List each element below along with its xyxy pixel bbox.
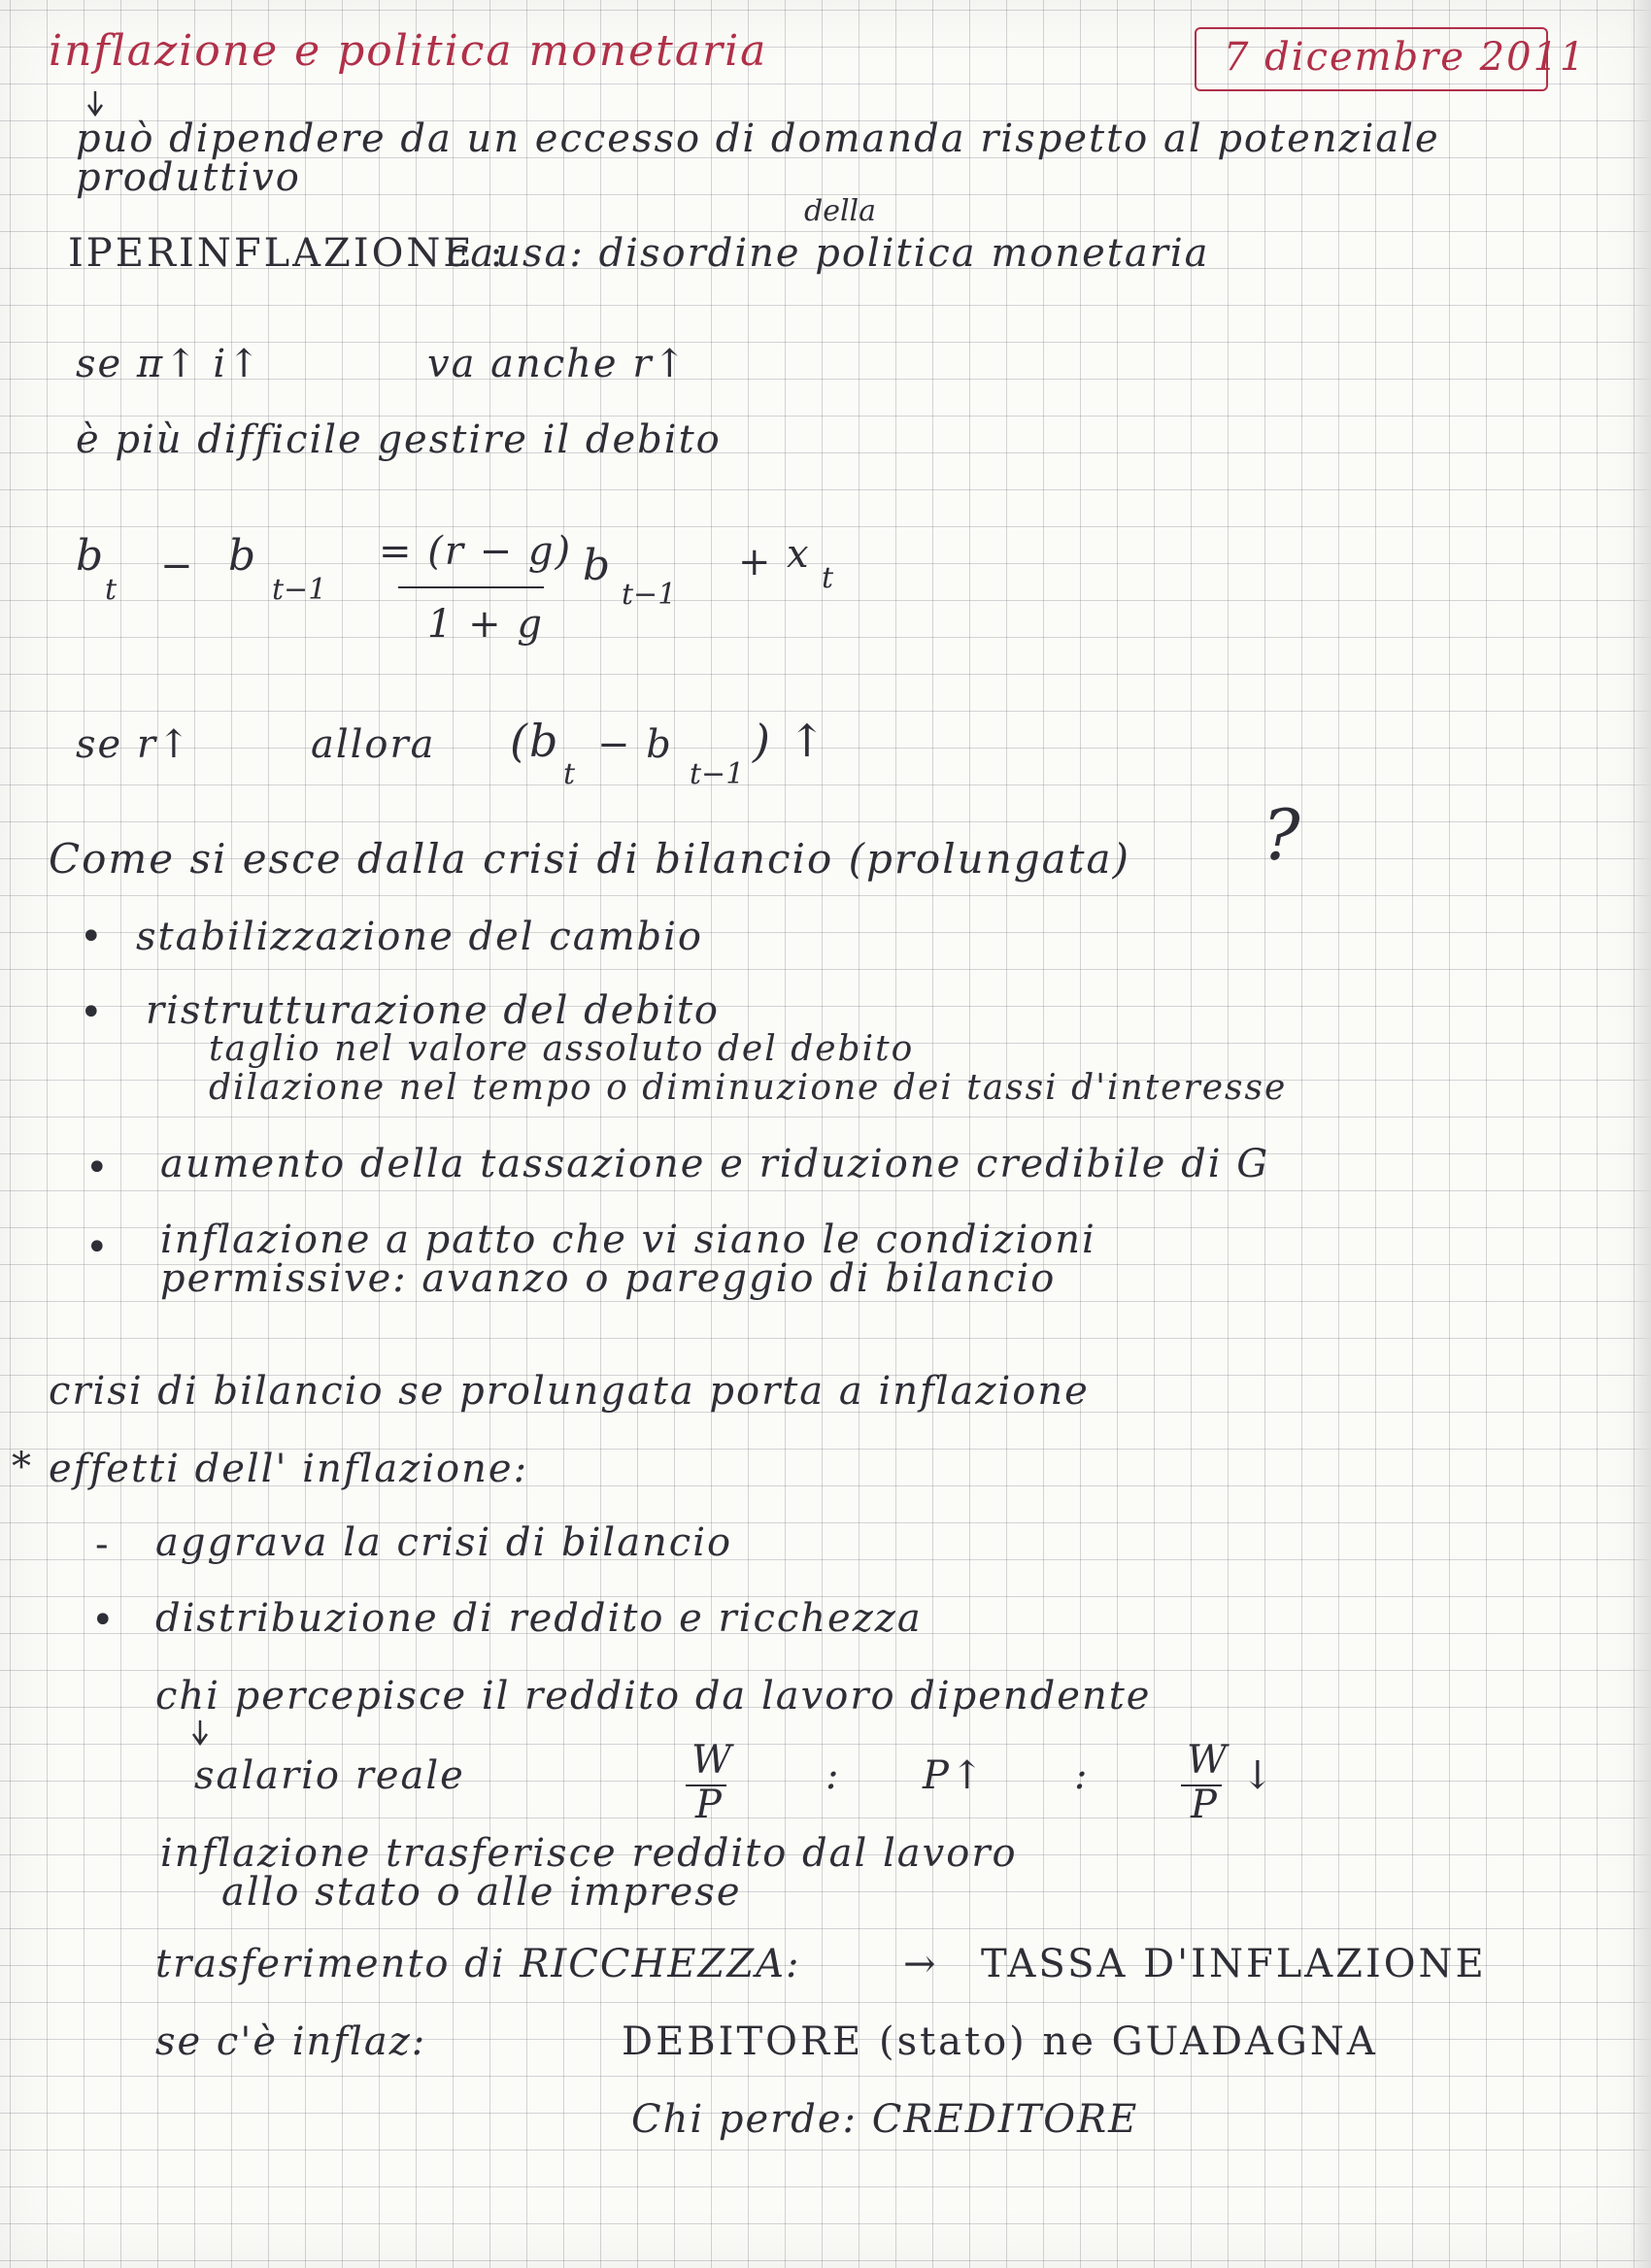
- note-line: è più difficile gestire il debito: [76, 417, 722, 462]
- formula-sub: t−1: [690, 757, 745, 791]
- list-item: ristrutturazione del debito: [146, 988, 720, 1033]
- page-date: 7 dicembre 2011: [1224, 35, 1587, 80]
- formula-sub: t: [105, 573, 118, 607]
- section-question: Come si esce dalla crisi di bilancio (prolungata): [49, 835, 1130, 883]
- list-item: permissive: avanzo o pareggio di bilancio: [160, 1256, 1057, 1301]
- formula-plus: +: [738, 540, 773, 584]
- formula-paren: (b: [510, 715, 560, 767]
- bullet-dot: •: [85, 1146, 109, 1190]
- note-line: TASSA D'INFLAZIONE: [981, 1942, 1487, 1986]
- formula-b: b: [76, 531, 106, 581]
- formula-numerator: = (r − g): [379, 529, 573, 574]
- formula-mid: − b: [597, 722, 673, 767]
- list-item: aumento della tassazione e riduzione credibile di G: [160, 1142, 1270, 1186]
- note-line: se π↑ i↑: [76, 342, 262, 386]
- down-arrow: ↓: [1241, 1753, 1276, 1798]
- question-mark: ?: [1263, 794, 1302, 876]
- formula-minus: −: [160, 544, 195, 588]
- list-subitem: dilazione nel tempo o diminuzione dei tassi d'interesse: [209, 1068, 1288, 1108]
- section-effects: effetti dell' inflazione:: [49, 1447, 529, 1491]
- note-line: chi percepisce il reddito da lavoro dipendente: [155, 1674, 1152, 1718]
- price-up: P↑: [923, 1753, 986, 1798]
- list-item: distribuzione di reddito e ricchezza: [155, 1596, 923, 1641]
- note-line: produttivo: [76, 155, 301, 200]
- down-arrow-icon: [190, 1718, 210, 1748]
- formula-b: b: [228, 531, 258, 581]
- bullet-dot: •: [85, 1225, 109, 1270]
- note-line: allora: [311, 722, 436, 767]
- asterisk-mark: *: [12, 1445, 33, 1489]
- note-line: trasferimento di RICCHEZZA:: [155, 1942, 801, 1986]
- fraction-denominator: P: [695, 1783, 724, 1827]
- note-line: causa: disordine politica monetaria: [447, 231, 1210, 276]
- formula-b: b: [583, 541, 613, 590]
- fraction-numerator: W: [1187, 1738, 1230, 1783]
- right-arrow: →: [903, 1942, 938, 1986]
- fraction-denominator: P: [1191, 1783, 1219, 1827]
- colon: :: [826, 1753, 841, 1798]
- note-line: va anche r↑: [427, 342, 688, 386]
- page-title: inflazione e politica monetaria: [49, 26, 768, 76]
- fraction-bar: [398, 586, 544, 588]
- formula-sub: t: [822, 561, 834, 595]
- note-line: se r↑: [76, 722, 192, 767]
- colon: :: [1074, 1753, 1090, 1798]
- note-line: può dipendere da un eccesso di domanda rispetto al potenziale: [76, 117, 1440, 161]
- note-line: crisi di bilancio se prolungata porta a inflazione: [49, 1369, 1090, 1414]
- list-item: stabilizzazione del cambio: [136, 915, 703, 959]
- list-item: aggrava la crisi di bilancio: [155, 1520, 733, 1565]
- note-line: DEBITORE (stato) ne GUADAGNA: [622, 2019, 1378, 2064]
- bullet-dot: •: [80, 915, 103, 959]
- note-line: Chi perde: CREDITORE: [631, 2097, 1139, 2142]
- formula-sub: t: [563, 757, 576, 791]
- formula-sub: t−1: [622, 578, 677, 612]
- bullet-dash: -: [95, 1522, 109, 1567]
- note-line: IPERINFLAZIONE :: [68, 231, 506, 276]
- formula-paren: ) ↑: [753, 715, 828, 767]
- insertion-note: della: [804, 194, 877, 228]
- list-subitem: taglio nel valore assoluto del debito: [209, 1029, 915, 1069]
- note-line: inflazione trasferisce reddito dal lavoro: [160, 1831, 1018, 1876]
- bullet-dot: •: [91, 1598, 115, 1643]
- formula-x: x: [787, 532, 811, 577]
- note-line: allo stato o alle imprese: [221, 1870, 742, 1915]
- formula-denominator: 1 + g: [427, 602, 544, 647]
- list-item: inflazione a patto che vi siano le condizioni: [160, 1217, 1096, 1262]
- formula-sub: t−1: [272, 573, 327, 607]
- fraction-numerator: W: [691, 1738, 734, 1783]
- note-line: salario reale: [194, 1753, 465, 1798]
- note-line: se c'è inflaz:: [155, 2019, 427, 2064]
- bullet-dot: •: [80, 990, 103, 1035]
- down-arrow-icon: [85, 89, 105, 118]
